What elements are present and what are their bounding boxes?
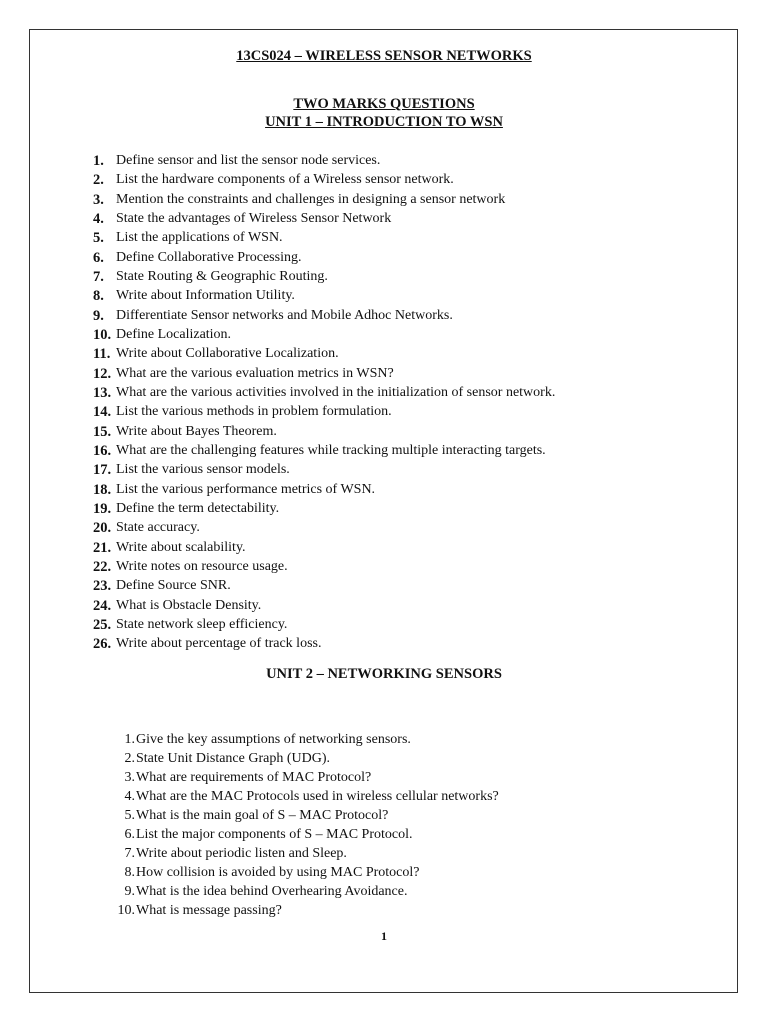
question-number: 20. [93, 520, 112, 537]
question-number: 23. [93, 578, 112, 595]
question-number: 11. [93, 346, 111, 363]
question-text: Define Source SNR. [116, 578, 231, 594]
question-text: List the hardware components of a Wireless sensor network. [116, 172, 454, 188]
unit-1-title: UNIT 1 – INTRODUCTION TO WSN [265, 114, 503, 130]
question-number: 2. [93, 172, 104, 189]
course-title: 13CS024 – WIRELESS SENSOR NETWORKS [236, 48, 532, 64]
question-text: Differentiate Sensor networks and Mobile Adhoc Networks. [116, 307, 453, 323]
question-text: What are the MAC Protocols used in wireless cellular networks? [136, 789, 499, 804]
question-number: 15. [93, 423, 112, 440]
question-text: List the applications of WSN. [116, 230, 283, 246]
question-number: 1. [93, 153, 104, 169]
question-number: 13. [93, 384, 112, 401]
question-text: What is the idea behind Overhearing Avoidance. [136, 884, 408, 899]
question-number: 25. [93, 616, 112, 633]
question-text: List the various sensor models. [116, 462, 290, 478]
question-text: What is Obstacle Density. [116, 597, 262, 613]
question-text: List the major components of S – MAC Protocol. [136, 827, 413, 842]
question-number: 6. [93, 249, 104, 266]
question-text: What is message passing? [136, 903, 282, 918]
question-text: How collision is avoided by using MAC Protocol? [136, 865, 420, 880]
question-number: 9. [93, 307, 104, 324]
question-text: Write about Collaborative Localization. [116, 346, 339, 362]
question-text: Write about periodic listen and Sleep. [136, 846, 347, 861]
question-text: State the advantages of Wireless Sensor Network [116, 210, 392, 226]
question-text: Write notes on resource usage. [116, 558, 288, 574]
question-text: List the various performance metrics of WSN. [116, 481, 376, 497]
question-number: 10. [93, 326, 112, 343]
question-number: 5. [124, 808, 135, 823]
question-number: 2. [124, 751, 135, 766]
question-number: 7. [93, 268, 104, 285]
question-text: What is the main goal of S – MAC Protocol? [136, 808, 389, 823]
question-number: 5. [93, 230, 104, 247]
section-title: TWO MARKS QUESTIONS [293, 96, 475, 112]
question-number: 16. [93, 442, 112, 459]
question-text: Write about scalability. [116, 539, 246, 555]
question-number: 10. [117, 903, 135, 918]
question-number: 3. [124, 770, 135, 785]
question-number: 6. [124, 827, 135, 842]
question-number: 12. [93, 365, 112, 382]
question-text: What are the various activities involved in the initialization of sensor network. [116, 384, 556, 400]
page-number: 1 [381, 929, 387, 943]
question-number: 18. [93, 481, 112, 498]
question-number: 19. [93, 500, 112, 517]
unit-2-title: UNIT 2 – NETWORKING SENSORS [266, 666, 502, 682]
question-text: Define Collaborative Processing. [116, 249, 302, 265]
question-text: State network sleep efficiency. [116, 616, 288, 632]
question-number: 9. [124, 884, 135, 899]
question-text: Mention the constraints and challenges in designing a sensor network [116, 191, 506, 207]
question-text: List the various methods in problem formulation. [116, 404, 392, 420]
question-number: 8. [93, 288, 104, 305]
question-number: 4. [93, 210, 104, 227]
question-number: 21. [93, 539, 112, 556]
question-number: 14. [93, 404, 112, 421]
question-number: 3. [93, 191, 104, 208]
question-text: State accuracy. [116, 520, 200, 536]
question-text: Write about Information Utility. [116, 288, 295, 304]
question-text: What are the challenging features while tracking multiple interacting targets. [116, 442, 546, 458]
question-text: Define sensor and list the sensor node services. [116, 153, 381, 168]
question-text: What are requirements of MAC Protocol? [136, 770, 372, 785]
question-number: 17. [93, 462, 112, 479]
question-text: Define Localization. [116, 326, 232, 342]
question-text: Write about percentage of track loss. [116, 636, 322, 652]
question-text: Define the term detectability. [116, 500, 280, 516]
question-number: 24. [93, 597, 112, 614]
question-text: State Routing & Geographic Routing. [116, 268, 328, 284]
question-number: 8. [124, 865, 135, 880]
question-number: 1. [124, 732, 135, 747]
question-number: 26. [93, 636, 112, 653]
question-text: State Unit Distance Graph (UDG). [136, 751, 331, 766]
question-number: 4. [124, 789, 135, 804]
question-text: Write about Bayes Theorem. [116, 423, 277, 439]
question-number: 22. [93, 558, 112, 575]
question-text: What are the various evaluation metrics in WSN? [116, 365, 394, 381]
question-number: 7. [124, 846, 135, 861]
question-text: Give the key assumptions of networking sensors. [136, 732, 411, 747]
